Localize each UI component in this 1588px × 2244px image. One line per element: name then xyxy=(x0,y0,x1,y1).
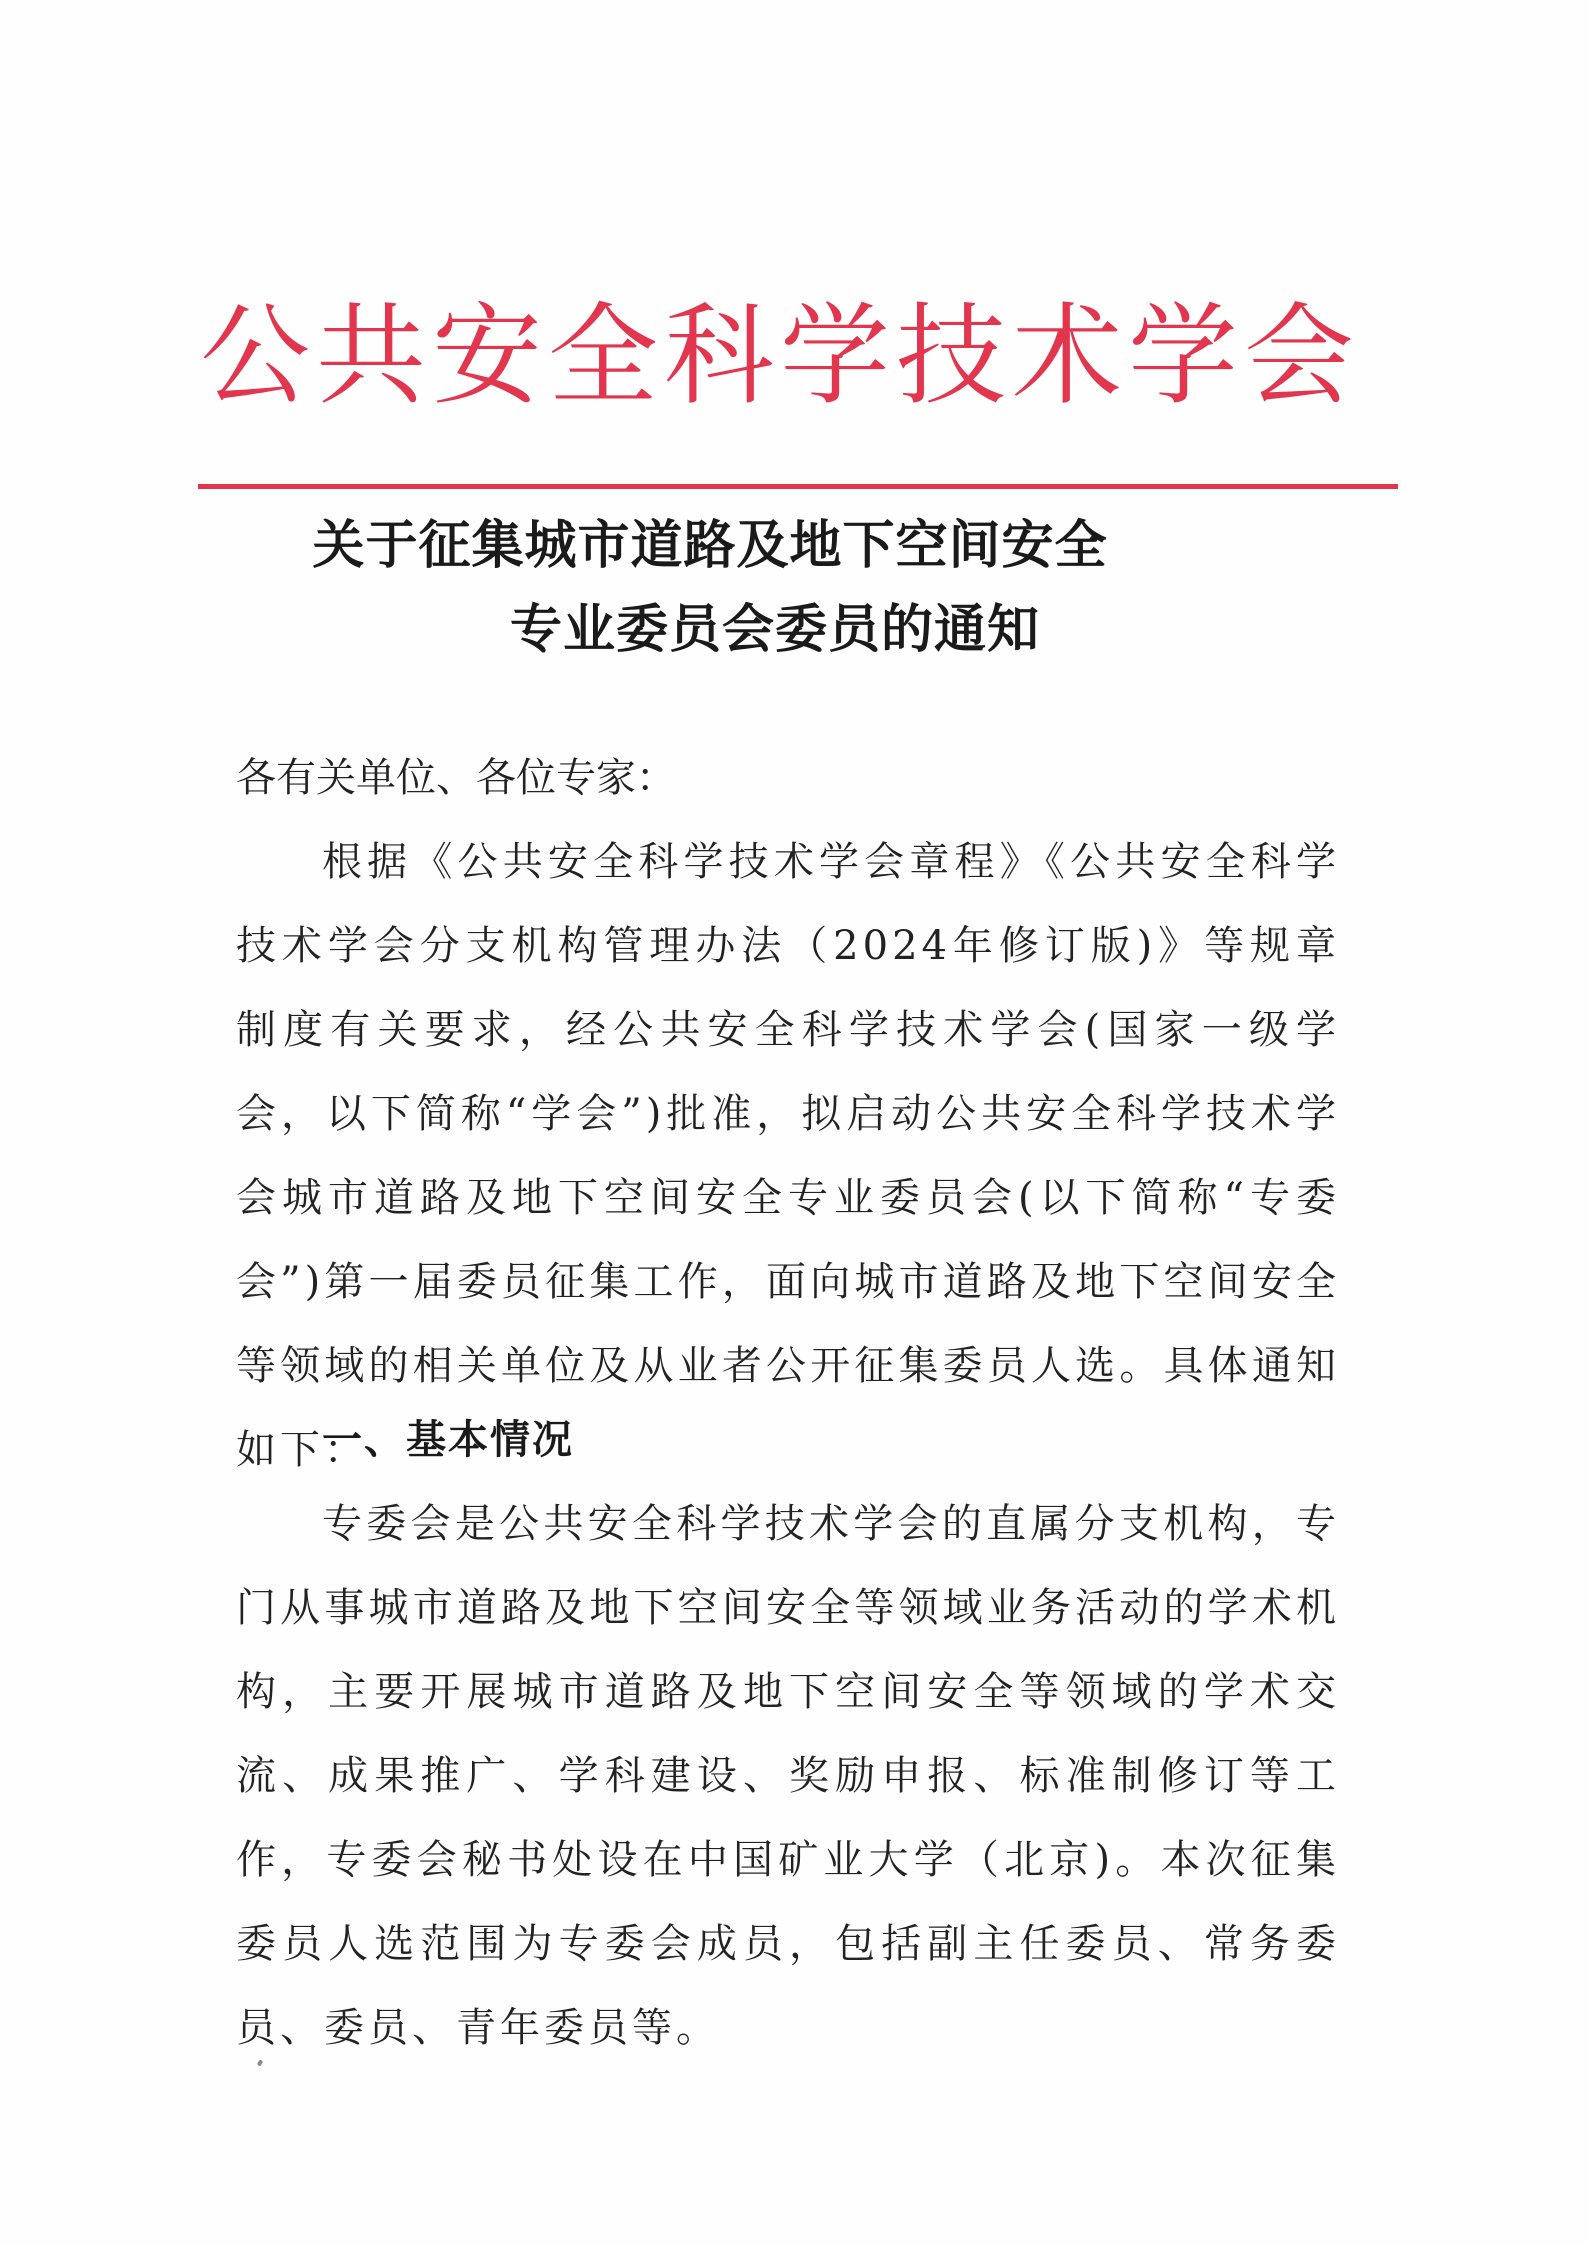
section-heading-basic-info: 一、基本情况 xyxy=(322,1417,574,1463)
masthead-organization-name: 公共安全科学技术学会 xyxy=(200,292,1360,420)
intro-paragraph: 根据《公共安全科学技术学会章程》《公共安全科学技术学会分支机构管理办法（2024年修订版)》等规章制度有关要求，经公共安全科学技术学会(国家一级学会，以下简称“学会”)批准，拟启动公共安全科学技术学会城市道路及地下空间安全专业委员会(以下简称“专委会”)第一届委员征集工作，面向城市道路及地下空间安全等领域的相关单位及从业者公开征集委员人选。具体通知如下： xyxy=(236,839,1340,1473)
masthead-red-rule xyxy=(198,484,1398,489)
salutation: 各有关单位、各位专家： xyxy=(236,755,676,801)
document-title-line-1: 关于征集城市道路及地下空间安全 xyxy=(312,516,1108,576)
section-1-paragraph: 专委会是公共安全科学技术学会的直属分支机构，专门从事城市道路及地下空间安全等领域业务活动的学术机构，主要开展城市道路及地下空间安全等领域的学术交流、成果推广、学科建设、奖励申报、标准制修订等工作，专委会秘书处设在中国矿业大学（北京)。本次征集委员人选范围为专委会成员，包括副主任委员、常务委员、委员、青年委员等。 xyxy=(236,1501,1340,2051)
document-title-line-2: 专业委员会委员的通知 xyxy=(509,600,1040,660)
